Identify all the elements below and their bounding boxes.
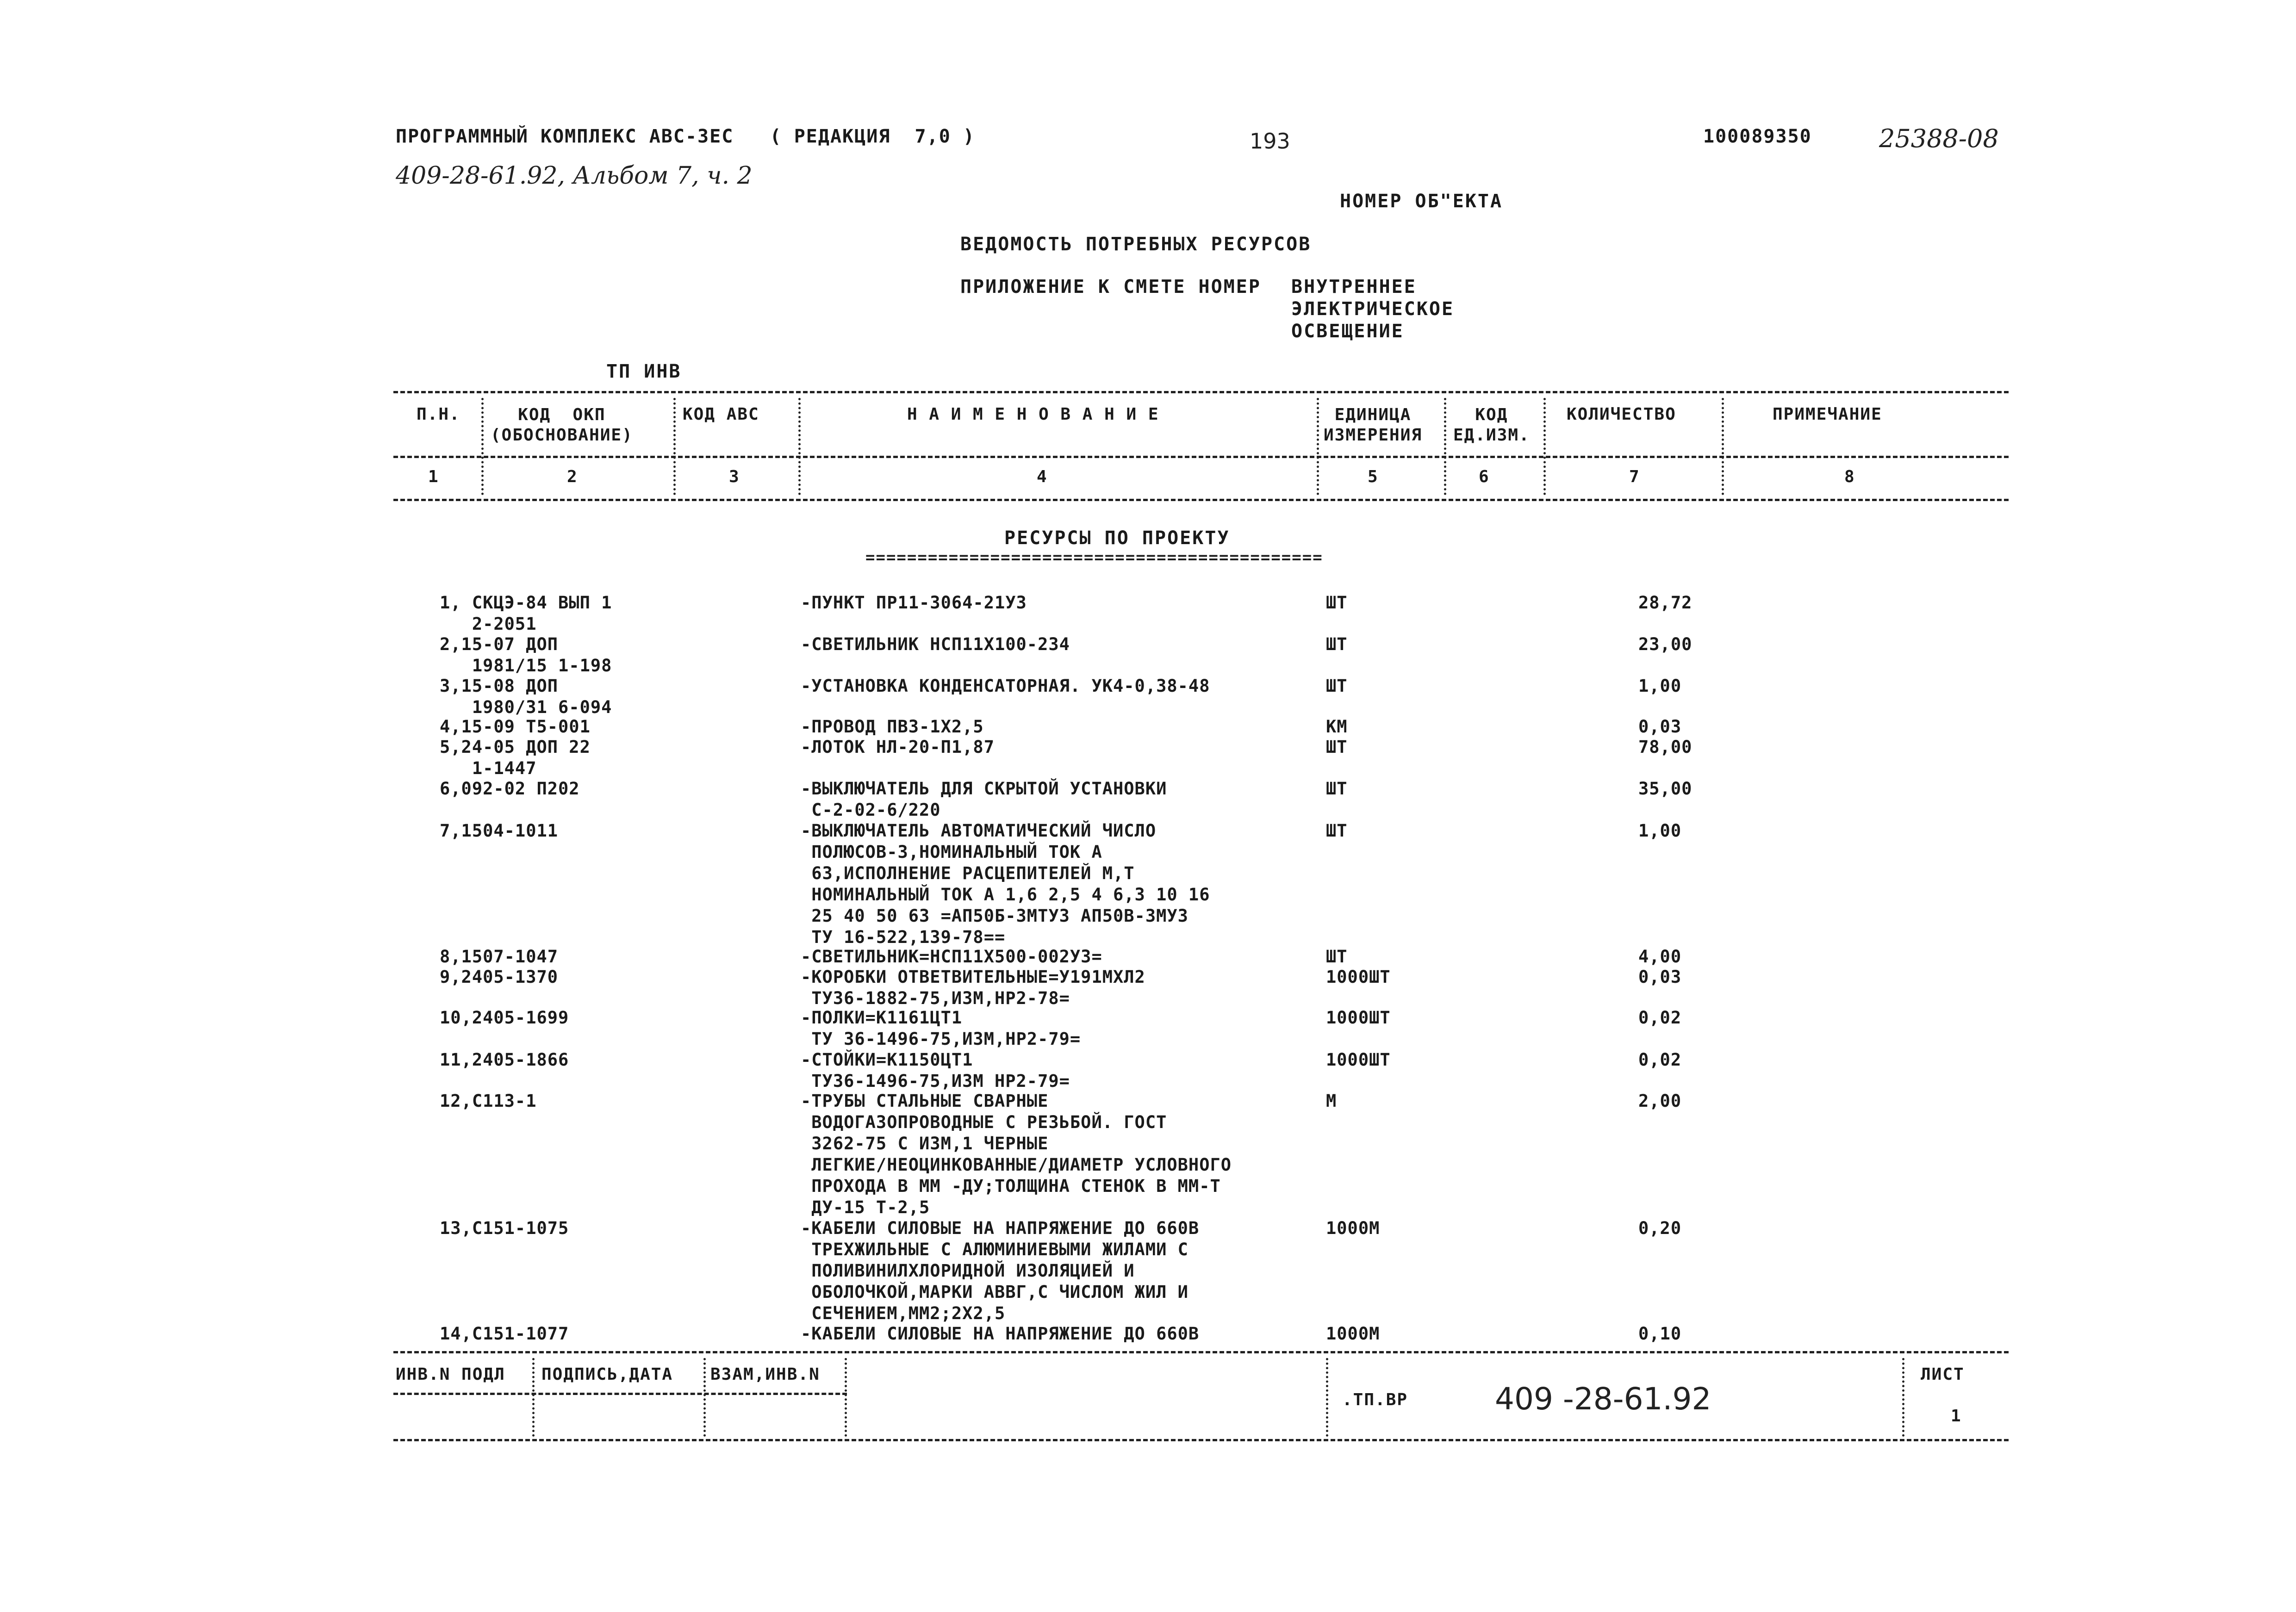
row-name: -КАБЕЛИ СИЛОВЫЕ НА НАПРЯЖЕНИЕ ДО 660В ТРЕХЖИЛЬНЫЕ С АЛЮМИНИЕВЫМИ ЖИЛАМИ С ПОЛИВИНИЛХЛОРИДНОЙ ИЗОЛЯЦИЕЙ И ОБОЛОЧКОЙ,МАРКИ АВВГ,С ЧИСЛОМ ЖИЛ И СЕЧЕНИЕМ,ММ2;2Х2,5 (801, 1218, 1200, 1323)
footer-sep (1902, 1358, 1904, 1437)
col-num: 3 (729, 467, 740, 486)
doc-code: 100089350 (1703, 126, 1812, 147)
row-code: 2,15-07 ДОП 1981/15 1-198 (440, 634, 612, 676)
row-unit: ШТ (1326, 676, 1348, 696)
col-header-pn: П.Н. (417, 405, 460, 424)
object-number-label: НОМЕР ОБ"ЕКТА (1340, 191, 1503, 212)
appendix-label: ПРИЛОЖЕНИЕ К СМЕТЕ НОМЕР (960, 276, 1261, 298)
row-name: -ЛОТОК НЛ-20-П1,87 (801, 737, 995, 757)
row-name: -СВЕТИЛЬНИК=НСП11Х500-002У3= (801, 947, 1102, 967)
row-unit: 1000ШТ (1326, 1050, 1391, 1070)
col-header-note: ПРИМЕЧАНИЕ (1773, 405, 1882, 424)
col-sep (1722, 398, 1724, 495)
col-sep (1444, 398, 1446, 495)
row-qty: 1,00 (1638, 821, 1682, 841)
row-unit: ШТ (1326, 634, 1348, 654)
row-code: 11,2405-1866 (440, 1050, 569, 1070)
row-code: 14,С151-1077 (440, 1324, 569, 1344)
row-qty: 0,20 (1638, 1218, 1682, 1238)
col-num: 7 (1629, 467, 1640, 486)
col-header-okp: КОД ОКП (ОБОСНОВАНИЕ) (491, 405, 633, 445)
row-code: 5,24-05 ДОП 22 1-1447 (440, 737, 591, 778)
album-note: 409-28-61.92, Альбом 7, ч. 2 (396, 162, 753, 190)
rule-top (393, 391, 2009, 393)
row-code: 12,С113-1 (440, 1091, 537, 1111)
row-unit: 1000М (1326, 1324, 1380, 1344)
col-header-name: Н А И М Е Н О В А Н И Е (907, 405, 1159, 424)
col-sep (1543, 398, 1546, 495)
row-name: -ПУНКТ ПР11-3064-21У3 (801, 593, 1027, 613)
col-num: 1 (428, 467, 439, 486)
footer-sign-label: ПОДПИСЬ,ДАТА (541, 1365, 673, 1384)
row-qty: 78,00 (1638, 737, 1692, 757)
col-num: 6 (1479, 467, 1490, 486)
row-code: 13,С151-1075 (440, 1218, 569, 1238)
row-unit: ШТ (1326, 821, 1348, 841)
section-underline: ============================================ (865, 548, 1323, 567)
row-qty: 35,00 (1638, 779, 1692, 799)
row-code: 7,1504-1011 (440, 821, 559, 841)
row-name: -ПОЛКИ=К1161ЦТ1 ТУ 36-1496-75,ИЗМ,НР2-79= (801, 1008, 1081, 1049)
col-header-qty: КОЛИЧЕСТВО (1567, 405, 1676, 424)
footer-tp-label: .ТП.ВР (1342, 1390, 1408, 1409)
row-unit: М (1326, 1091, 1337, 1111)
footer-vzam-label: ВЗАМ,ИНВ.N (710, 1365, 820, 1384)
document-title: ВЕДОМОСТЬ ПОТРЕБНЫХ РЕСУРСОВ (960, 234, 1312, 255)
row-code: 1, СКЦЭ-84 ВЫП 1 2-2051 (440, 593, 612, 634)
footer-sep (845, 1358, 847, 1437)
row-name: -КОРОБКИ ОТВЕТВИТЕЛЬНЫЕ=У191МХЛ2 ТУ36-1882-75,ИЗМ,НР2-78= (801, 967, 1145, 1008)
footer-doc-number: 409 -28-61.92 (1495, 1381, 1711, 1417)
estimate-name-3: ОСВЕЩЕНИЕ (1291, 321, 1404, 342)
col-num: 4 (1037, 467, 1048, 486)
footer-rule-inner (393, 1393, 847, 1395)
row-name: -КАБЕЛИ СИЛОВЫЕ НА НАПРЯЖЕНИЕ ДО 660В (801, 1324, 1200, 1344)
footer-sep (532, 1358, 535, 1437)
footer-rule-top (393, 1351, 2009, 1353)
row-name: -ВЫКЛЮЧАТЕЛЬ АВТОМАТИЧЕСКИЙ ЧИСЛО ПОЛЮСОВ-3,НОМИНАЛЬНЫЙ ТОК А 63,ИСПОЛНЕНИЕ РАСЦЕПИТЕЛЕЙ М,Т НОМИНАЛЬНЫЙ ТОК А 1,6 2,5 4 6,3 10 16 25 40 50 63 =АП50Б-3МТУ3 АП50В-3МУ3 ТУ 16-522,139-78== (801, 821, 1210, 947)
footer-sep (1326, 1358, 1328, 1437)
page-number: 193 (1250, 129, 1290, 154)
stamp-number: 25388-08 (1879, 124, 1999, 153)
row-code: 9,2405-1370 (440, 967, 559, 987)
rule-bottom (393, 499, 2009, 501)
row-name: -СТОЙКИ=К1150ЦТ1 ТУ36-1496-75,ИЗМ НР2-79= (801, 1050, 1070, 1091)
row-name: -ТРУБЫ СТАЛЬНЫЕ СВАРНЫЕ ВОДОГАЗОПРОВОДНЫЕ С РЕЗЬБОЙ. ГОСТ 3262-75 С ИЗМ,1 ЧЕРНЫЕ ЛЕГКИЕ/НЕОЦИНКОВАННЫЕ/ДИАМЕТР УСЛОВНОГО ПРОХОДА В ММ -ДУ;ТОЛЩИНА СТЕНОК В ММ-Т ДУ-15 Т-2,5 (801, 1091, 1232, 1217)
row-qty: 2,00 (1638, 1091, 1682, 1111)
row-name: -СВЕТИЛЬНИК НСП11Х100-234 (801, 634, 1070, 654)
section-title: РЕСУРСЫ ПО ПРОЕКТУ (1004, 527, 1230, 549)
col-sep (798, 398, 801, 495)
estimate-name-2: ЭЛЕКТРИЧЕСКОЕ (1291, 298, 1455, 320)
col-sep (481, 398, 484, 495)
rule-mid (393, 456, 2009, 458)
row-qty: 1,00 (1638, 676, 1682, 696)
footer-sheet-label: ЛИСТ (1921, 1365, 1965, 1384)
col-header-unit-code: КОД ЕД.ИЗМ. (1453, 405, 1530, 445)
estimate-name-1: ВНУТРЕННЕЕ (1291, 276, 1417, 298)
footer-sep (703, 1358, 706, 1437)
row-code: 6,092-02 П202 (440, 779, 580, 799)
row-unit: 1000ШТ (1326, 967, 1391, 987)
row-name: -УСТАНОВКА КОНДЕНСАТОРНАЯ. УК4-0,38-48 (801, 676, 1210, 696)
row-code: 4,15-09 Т5-001 (440, 717, 591, 737)
row-code: 3,15-08 ДОП 1980/31 6-094 (440, 676, 612, 717)
row-unit: ШТ (1326, 947, 1348, 967)
footer-sheet-value: 1 (1951, 1407, 1962, 1426)
row-name: -ВЫКЛЮЧАТЕЛЬ ДЛЯ СКРЫТОЙ УСТАНОВКИ С-2-02-6/220 (801, 779, 1167, 820)
footer-inv-label: ИНВ.N ПОДЛ (396, 1365, 505, 1384)
col-num: 2 (567, 467, 578, 486)
row-qty: 28,72 (1638, 593, 1692, 613)
row-code: 10,2405-1699 (440, 1008, 569, 1028)
row-qty: 0,02 (1638, 1008, 1682, 1028)
col-header-unit: ЕДИНИЦА ИЗМЕРЕНИЯ (1324, 405, 1423, 445)
col-num: 8 (1844, 467, 1855, 486)
row-unit: 1000ШТ (1326, 1008, 1391, 1028)
program-title: ПРОГРАММНЫЙ КОМПЛЕКС АВС-3ЕС ( РЕДАКЦИЯ 7,0 ) (396, 126, 975, 147)
col-header-avs: КОД АВС (683, 405, 759, 424)
row-unit: КМ (1326, 717, 1348, 737)
row-qty: 0,10 (1638, 1324, 1682, 1344)
row-unit: 1000М (1326, 1218, 1380, 1238)
row-qty: 4,00 (1638, 947, 1682, 967)
row-unit: ШТ (1326, 779, 1348, 799)
row-qty: 0,03 (1638, 967, 1682, 987)
footer-rule-bottom (393, 1439, 2009, 1441)
row-qty: 0,03 (1638, 717, 1682, 737)
col-sep (673, 398, 676, 495)
tp-inv-label: ТП ИНВ (606, 361, 682, 382)
col-sep (1317, 398, 1319, 495)
row-qty: 0,02 (1638, 1050, 1682, 1070)
col-num: 5 (1368, 467, 1379, 486)
row-qty: 23,00 (1638, 634, 1692, 654)
row-name: -ПРОВОД ПВ3-1Х2,5 (801, 717, 984, 737)
row-code: 8,1507-1047 (440, 947, 559, 967)
row-unit: ШТ (1326, 737, 1348, 757)
row-unit: ШТ (1326, 593, 1348, 613)
